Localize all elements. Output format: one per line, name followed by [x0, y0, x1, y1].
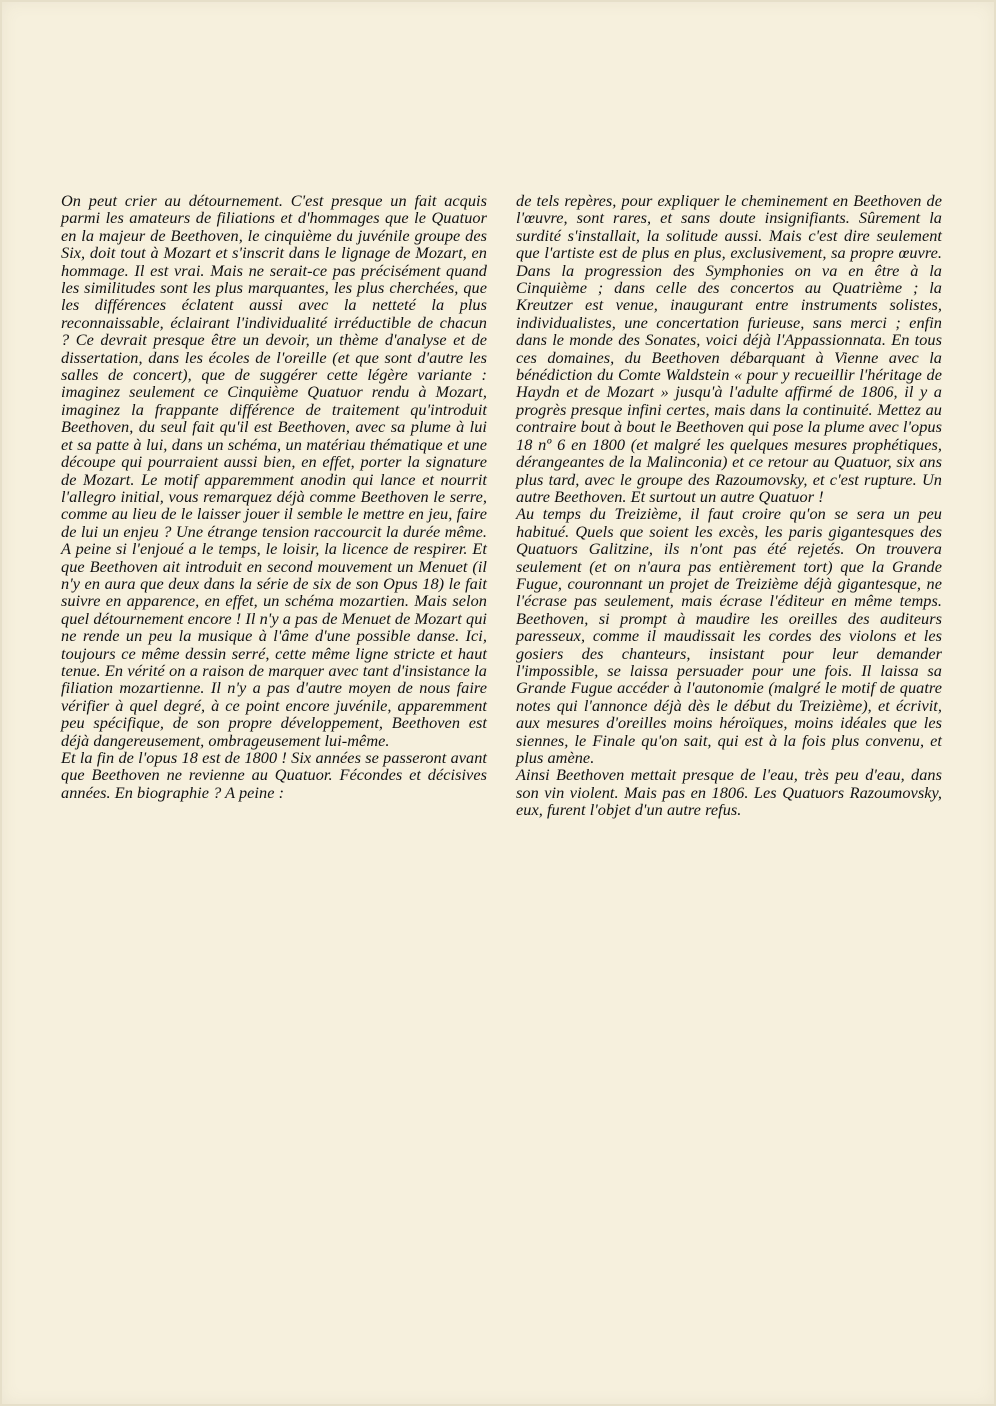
left-text-column [61, 192, 487, 801]
paragraph: On peut crier au détournement. C'est presque un fait acquis parmi les amateurs de filiations et d'hommages que le Quatuor en la majeur de Beethoven, le cinquième du juvénile groupe des Six, doit tout à Mozart et s'inscrit dans le lignage de Mozart, en hommage. Il est vrai. Mais ne serait-ce pas précisément quand les similitudes sont les plus marquantes, les plus cherchées, que les différences éclatent aussi avec la netteté la plus reconnaissable, éclairant l'individualité irréductible de chacun ? Ce devrait presque être un devoir, un thème d'analyse et de dissertation, dans les écoles de l'oreille (et que sont d'autre les salles de concert), que de suggérer cette légère variante : imaginez seulement ce Cinquième Quatuor rendu à Mozart, imaginez la frappante différence de traitement qu'introduit Beethoven, du seul fait qu'il est Beethoven, avec sa plume à lui et sa patte à lui, dans un schéma, un matériau thématique et une découpe qui pourraient aussi bien, en effet, porter la signature de Mozart. Le motif apparemment anodin qui lance et nourrit l'allegro initial, vous remarquez déjà comme Beethoven le serre, comme au lieu de le laisser jouer il semble le mettre en jeu, faire de lui un enjeu ? Une étrange tension raccourcit la durée même. A peine si l'enjoué a le temps, le loisir, la licence de respirer. Et que Beethoven ait introduit en second mouvement un Menuet (il n'y en aura que deux dans la série de six de son Opus 18) le fait suivre en apparence, en effet, un schéma mozartien. Mais selon quel détournement encore ! Il n'y a pas de Menuet de Mozart qui ne rende un peu la musique à l'âme d'une possible danse. Ici, toujours ce même dessin serré, cette même ligne stricte et haut tenue. En vérité on a raison de marquer avec tant d'insistance la filiation mozartienne. Il n'y a pas d'autre moyen de nous faire vérifier à quel degré, à ce point encore juvénile, apparemment peu spécifique, de son propre développement, Beethoven est déjà dangereusement, ombrageusement lui-même. [61, 191, 487, 750]
paragraph: Au temps du Treizième, il faut croire qu'on se sera un peu habitué. Quels que soient les excès, les paris gigantesques des Quatuors Galitzine, ils n'ont pas été rejetés. On trouvera seulement (et on n'aura pas entièrement tort) que la Grande Fugue, couronnant un projet de Treizième déjà gigantesque, ne l'écrase pas seulement, mais écrase l'éditeur en même temps. Beethoven, si prompt à maudire les oreilles des auditeurs paresseux, comme il maudissait les cordes des violons et les gosiers des chanteurs, insistant pour leur demander l'impossible, se laissa persuader pour une fois. Il laissa sa Grande Fugue accéder à l'autonomie (malgré le motif de quatre notes qui l'annonce déjà dès le début du Treizième), et écrivit, aux mesures d'oreilles moins héroïques, moins idéales que les siennes, le Finale qu'on sait, qui est à la fois plus convenu, et plus amène. [516, 504, 942, 767]
paragraph: de tels repères, pour expliquer le cheminement en Beethoven de l'œuvre, sont rares, et sans doute insignifiants. Sûrement la surdité s'installait, la solitude aussi. Mais c'est dire seulement que l'artiste est de plus en plus, exclusivement, sa propre œuvre. Dans la progression des Symphonies on va en être à la Cinquième ; dans celle des concertos au Quatrième ; la Kreutzer est venue, inaugurant entre instruments solistes, individualistes, une concertation furieuse, sans merci ; enfin dans le monde des Sonates, voici déjà l'Appassionnata. En tous ces domaines, du Beethoven débarquant à Vienne avec la bénédiction du Comte Waldstein « pour y recueillir l'héritage de Haydn et de Mozart » jusqu'à l'adulte affirmé de 1806, il y a progrès presque infini certes, mais dans la continuité. Mettez au contraire bout à bout le Beethoven qui pose la plume avec l'opus 18 nº 6 en 1800 (et malgré les quelques mesures prophétiques, dérangeantes de la Malinconia) et ce retour au Quatuor, six ans plus tard, avec le groupe des Razoumovsky, et c'est rupture. Un autre Beethoven. Et surtout un autre Quatuor ! [516, 191, 942, 506]
paragraph: Ainsi Beethoven mettait presque de l'eau, très peu d'eau, dans son vin violent. Mais pas en 1806. Les Quatuors Razoumovsky, eux, furent l'objet d'un autre refus. [516, 765, 942, 820]
paragraph: Et la fin de l'opus 18 est de 1800 ! Six années se passeront avant que Beethoven ne revienne au Quatuor. Fécondes et décisives années. En biographie ? A peine : [61, 748, 487, 802]
right-text-column [516, 192, 942, 819]
